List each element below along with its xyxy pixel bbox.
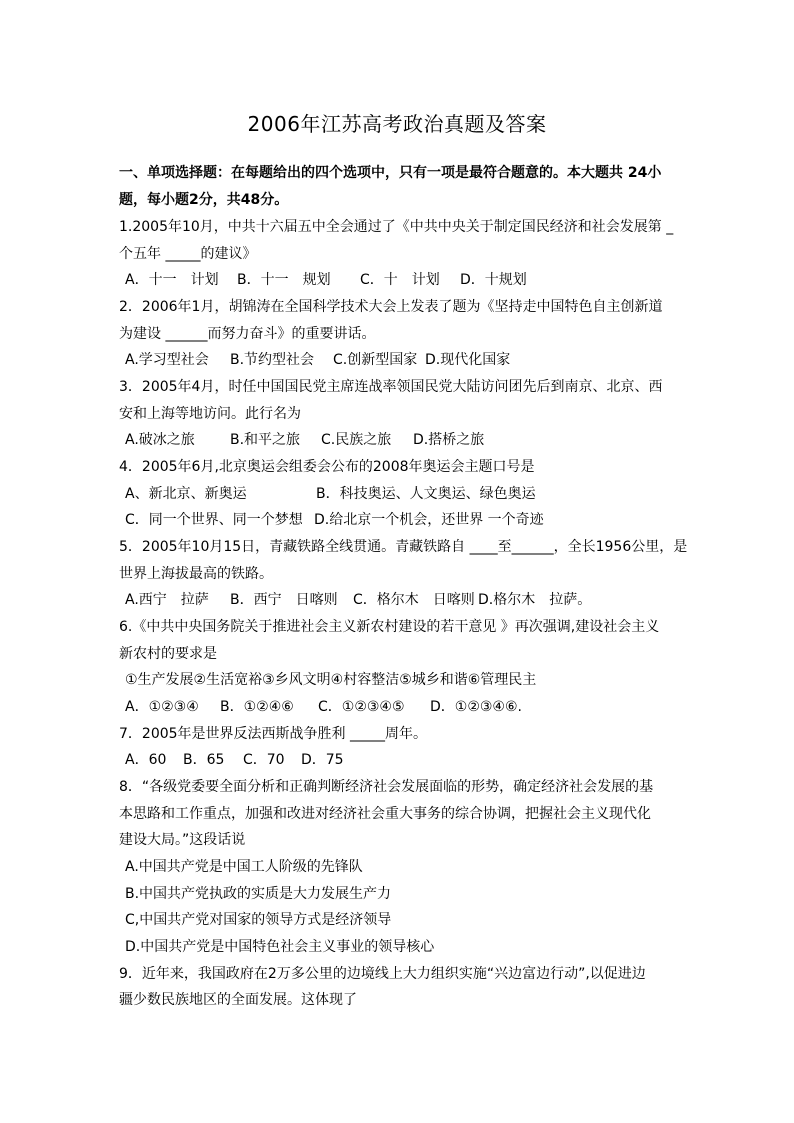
option-d: D.给北京一个机会，还世界 一个奇迹	[314, 512, 544, 528]
option-d: D．①②③④⑥.	[430, 699, 522, 715]
question-5-options	[0, 591, 794, 609]
option-a: A.中国共产党是中国工人阶级的先锋队	[125, 859, 363, 875]
question-8-stem: 本思路和工作重点，加强和改进对经济社会重大事务的综合协调，把握社会主义现代化	[119, 806, 651, 822]
question-1-options	[0, 271, 794, 289]
option-d: D．十规划	[460, 272, 527, 288]
option-c: C.创新型国家	[333, 352, 418, 368]
question-1-stem: 1.2005年10月，中共十六届五中全会通过了《中共中央关于制定国民经济和社会发展第 _	[119, 219, 674, 235]
option-c: C,中国共产党对国家的领导方式是经济领导	[125, 912, 392, 928]
option-d: D.中国共产党是中国特色社会主义事业的领导核心	[125, 939, 435, 955]
question-9-stem: 疆少数民族地区的全面发展。这体现了	[119, 992, 357, 1008]
option-a: A.学习型社会	[125, 352, 209, 368]
option-c: C．①②③④⑤	[318, 699, 405, 715]
question-8-stem: 建设大局。”这段话说	[119, 832, 246, 848]
question-4-stem: 4．2005年6月,北京奥运会组委会公布的2008年奥运会主题口号是	[119, 459, 535, 475]
question-3-stem: 3．2005年4月，时任中国国民党主席连战率领国民党大陆访问团先后到南京、北京、西	[119, 379, 663, 395]
question-4-options	[0, 511, 794, 529]
option-d: D.格尔木 拉萨。	[478, 592, 592, 608]
option-c: C．70	[243, 752, 285, 768]
question-4-options	[0, 485, 794, 503]
question-1-stem: 个五年 _____的建议》	[119, 246, 257, 262]
question-9-stem: 9．近年来，我国政府在2万多公里的边境线上大力组织实施“兴边富边行动”,以促进边	[119, 966, 646, 982]
option-a: A．①②③④	[125, 699, 199, 715]
question-5-stem: 世界上海拔最高的铁路。	[119, 566, 273, 582]
option-c: C．格尔木 日喀则	[353, 592, 475, 608]
question-3-stem: 安和上海等地访问。此行名为	[119, 406, 301, 422]
document-title: 2006年江苏高考政治真题及答案	[247, 112, 547, 136]
option-c: C．十 计划	[360, 272, 440, 288]
option-a: A．十一 计划	[125, 272, 219, 288]
question-2-options	[0, 351, 794, 369]
option-c: C.民族之旅	[321, 432, 392, 448]
question-7-stem: 7．2005年是世界反法西斯战争胜利 _____周年。	[119, 726, 427, 742]
option-a: A.西宁 拉萨	[125, 592, 209, 608]
option-d: D.现代化国家	[425, 352, 511, 368]
question-3-options	[0, 431, 794, 449]
option-b: B．十一 规划	[237, 272, 331, 288]
question-6-options	[0, 698, 794, 716]
option-b: B．西宁 日喀则	[230, 592, 338, 608]
option-b: B.节约型社会	[230, 352, 315, 368]
option-d: D.搭桥之旅	[413, 432, 485, 448]
option-a: A、新北京、新奥运	[125, 486, 247, 502]
question-6-items: ①生产发展②生活宽裕③乡风文明④村容整洁⑤城乡和谐⑥管理民主	[125, 672, 537, 688]
option-a: A．60	[125, 752, 167, 768]
question-6-stem: 新农村的要求是	[119, 646, 217, 662]
option-b: B.中国共产党执政的实质是大力发展生产力	[125, 886, 392, 902]
question-7-options	[0, 751, 794, 769]
option-b: B．65	[183, 752, 225, 768]
option-a: A.破冰之旅	[125, 432, 195, 448]
question-2-stem: 2．2006年1月，胡锦涛在全国科学技术大会上发表了题为《坚持走中国特色自主创新道	[119, 299, 663, 315]
option-b: B．①②④⑥	[220, 699, 294, 715]
section-heading-line2: 题，每小题2分，共48分。	[119, 192, 289, 208]
question-8-stem: 8．“各级党委要全面分析和正确判断经济社会发展面临的形势，确定经济社会发展的基	[119, 779, 654, 795]
question-6-stem: 6.《中共中央国务院关于推进社会主义新农村建设的若干意见 》再次强调,建设社会主义	[119, 619, 660, 635]
option-b: B.和平之旅	[230, 432, 301, 448]
question-2-stem: 为建设 ______而努力奋斗》的重要讲话。	[119, 326, 376, 342]
option-b: B．科技奥运、人文奥运、绿色奥运	[316, 486, 536, 502]
section-heading-line1: 一、单项选择题：在每题给出的四个选项中，只有一项是最符合题意的。本大题共 24小	[119, 165, 662, 181]
option-d: D．75	[301, 752, 344, 768]
option-c: C．同一个世界、同一个梦想	[125, 512, 303, 528]
question-5-stem: 5．2005年10月15日，青藏铁路全线贯通。青藏铁路自 ____至______，全长1956公里，是	[119, 539, 688, 555]
